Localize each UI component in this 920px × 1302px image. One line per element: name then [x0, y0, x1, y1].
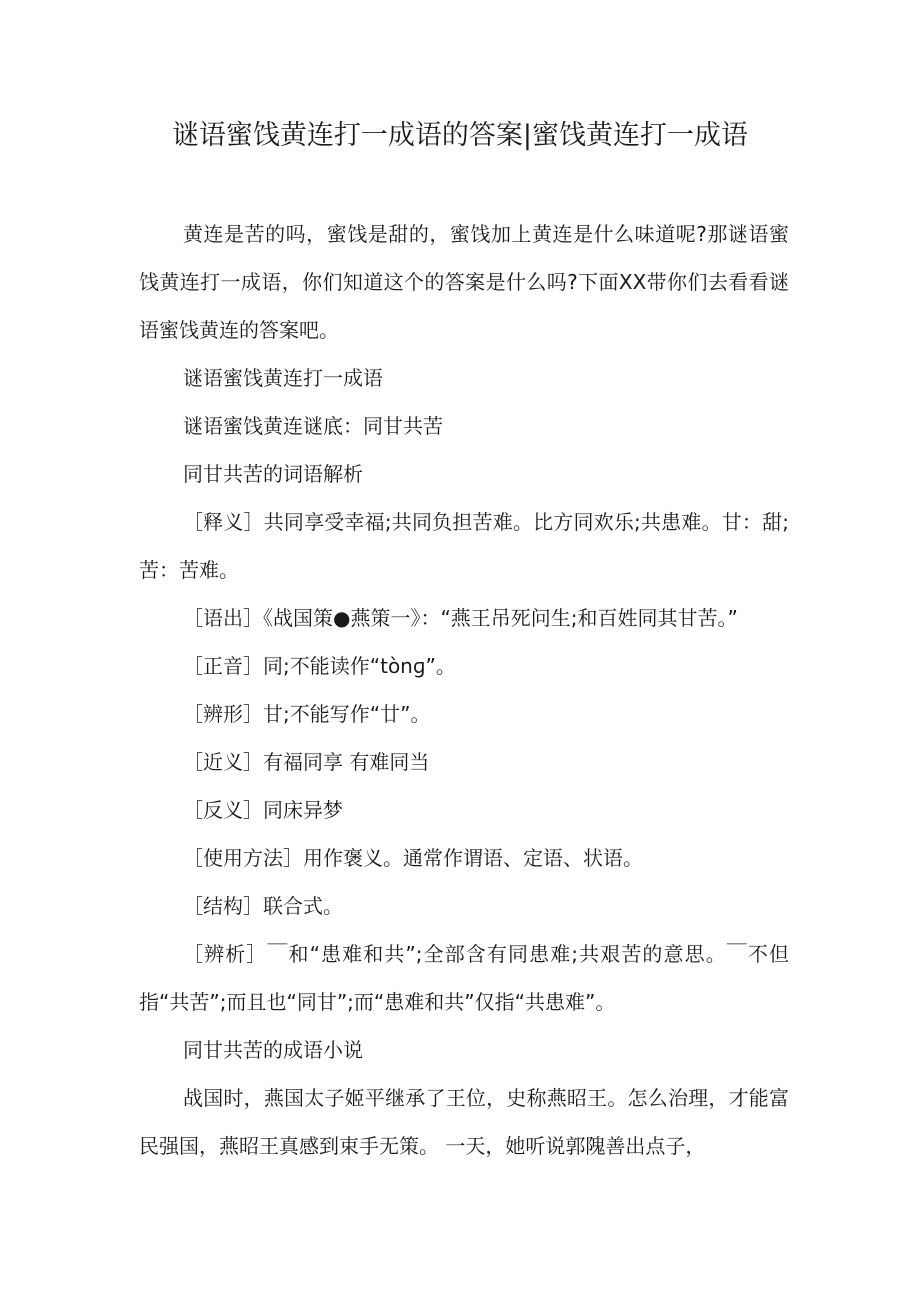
synonym-paragraph: ［近义］有福同享 有难同当 [183, 750, 430, 774]
usage-paragraph: ［使用方法］用作褒义。通常作谓语、定语、状语。 [183, 846, 643, 870]
intro-paragraph: 黄连是苦的吗，蜜饯是甜的，蜜饯加上黄连是什么味道呢?那谜语蜜饯黄连打一成语，你们知道这个的答案是什么吗?下面XX带你们去看看谜语蜜饯黄连的答案吧。 [139, 222, 789, 342]
riddle-heading: 谜语蜜饯黄连打一成语 [183, 366, 383, 390]
definition-paragraph: ［释义］共同享受幸福;共同负担苦难。比方同欢乐;共患难。甘：甜;苦：苦难。 [139, 510, 789, 582]
page-title: 谜语蜜饯黄连打一成语的答案|蜜饯黄连打一成语 [171, 120, 749, 151]
source-paragraph: ［语出］《战国策●燕策一》：“燕王吊死问生;和百姓同其甘苦。” [183, 606, 738, 630]
riddle-answer: 谜语蜜饯黄连谜底：同甘共苦 [183, 414, 443, 438]
structure-paragraph: ［结构］联合式。 [183, 894, 343, 918]
story-heading: 同甘共苦的成语小说 [183, 1038, 363, 1062]
discrimination-paragraph: ［辨析］￣和“患难和共”;全部含有同患难;共艰苦的意思。￣不但指“共苦”;而且也“同甘”;而“患难和共”仅指“共患难”。 [139, 942, 789, 1014]
story-paragraph: 战国时，燕国太子姬平继承了王位，史称燕昭王。怎么治理，才能富民强国，燕昭王真感到束手无策。 一天，她听说郭隗善出点子， [139, 1086, 789, 1158]
form-distinction-paragraph: ［辨形］甘;不能写作“廿”。 [183, 702, 431, 726]
article-body [139, 210, 789, 1170]
antonym-paragraph: ［反义］同床异梦 [183, 798, 343, 822]
pronunciation-paragraph: ［正音］同;不能读作“tònɡ”。 [183, 654, 456, 678]
idiom-analysis-heading: 同甘共苦的词语解析 [183, 462, 363, 486]
